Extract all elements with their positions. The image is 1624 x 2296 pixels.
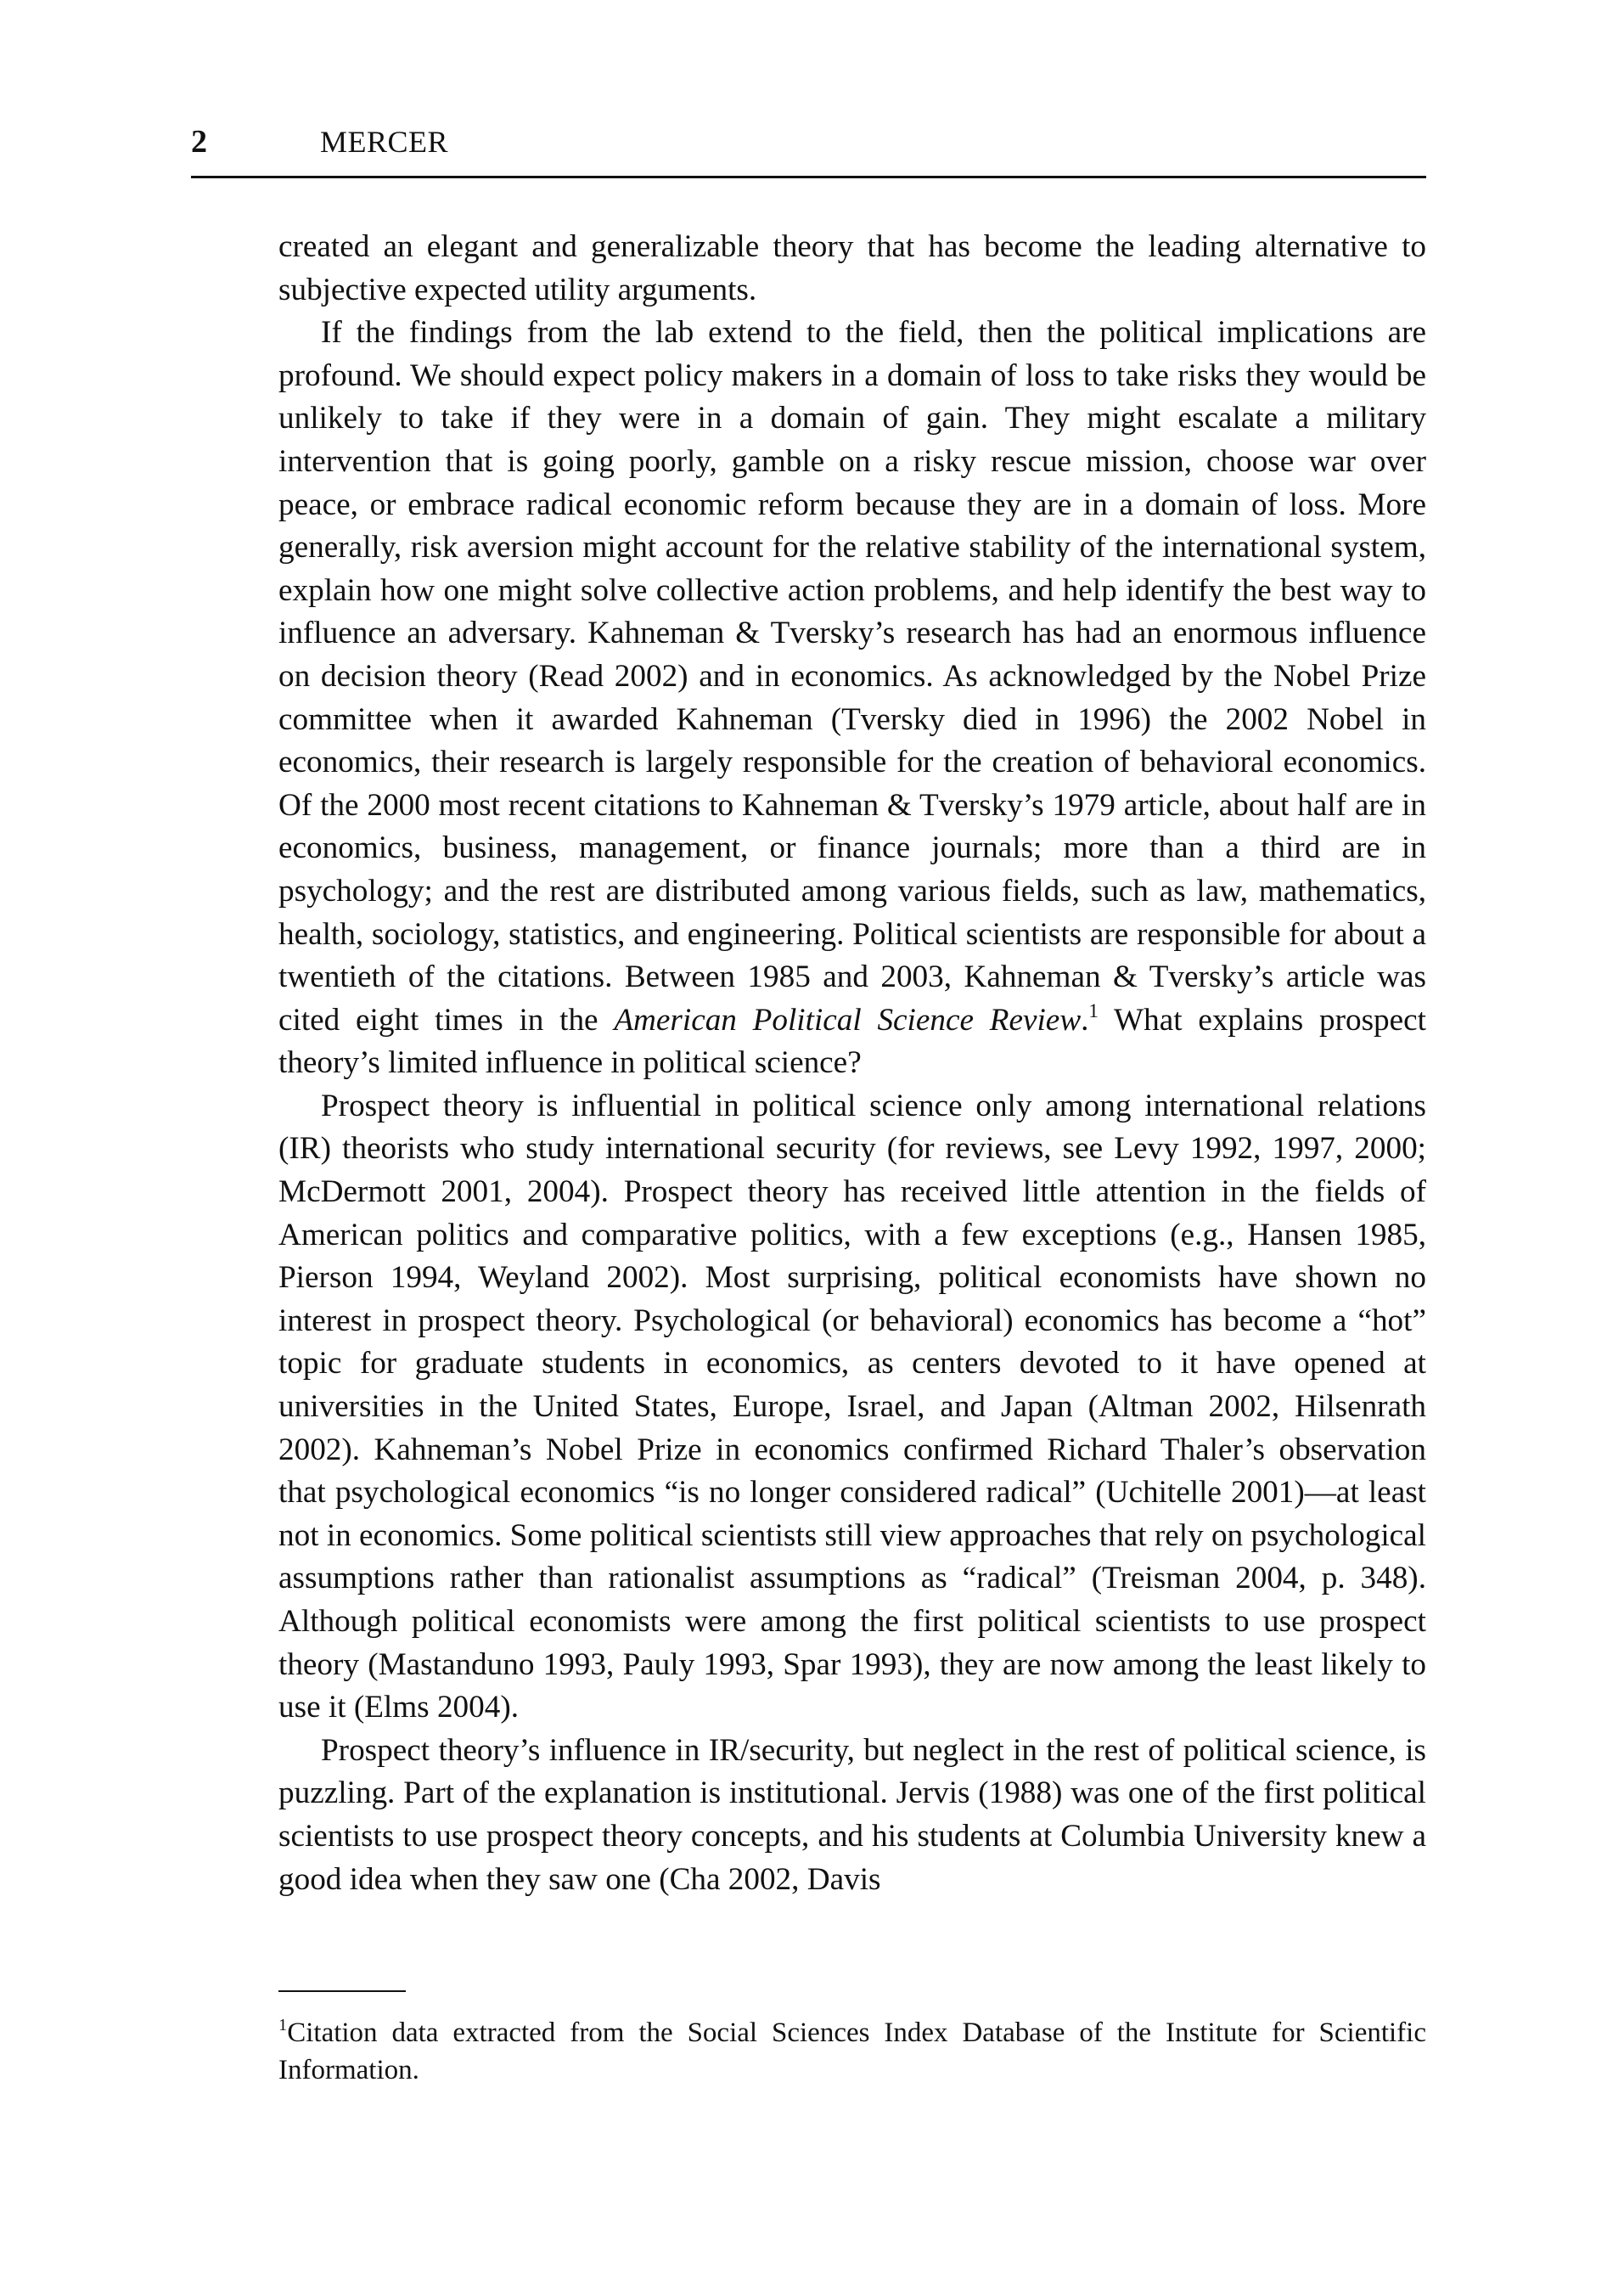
paragraph-3: Prospect theory is influential in political science only among international relations (IR) theorists who study international security (for reviews, see Levy 1992, 1997, 2000; McDermott 2001, 2004). Prospect theory has received little attention in the fields of American politics and comparative politics, with a few exceptions (e.g., Hansen 1985, Pierson 1994, Weyland 2002). Most surprising, political economists have shown no interest in prospect theory. Psychological (or behavioral) economics has become a “hot” topic for graduate students in economics, as centers devoted to it have opened at universities in the United States, Europe, Israel, and Japan (Altman 2002, Hilsenrath 2002). Kahneman’s Nobel Prize in economics confirmed Richard Thaler’s observation that psychological economics “is no longer considered radical” (Uchitelle 2001)—at least not in economics. Some political scientists still view approaches that rely on psychological assumptions rather than rationalist assumptions as “radical” (Treisman 2004, p. 348). Although political economists were among the first political scientists to use prospect theory (Mastanduno 1993, Pauly 1993, Spar 1993), they are now among the least likely to use it (Elms 2004).	[278, 1088, 1426, 1725]
footnote-number: 1	[278, 2015, 288, 2034]
footnote-text: Citation data extracted from the Social Sciences Index Database of the Institute for Scientific Information.	[278, 2017, 1426, 2085]
footnote-rule	[278, 1990, 406, 1992]
body-text	[278, 226, 1426, 1901]
page-number: 2	[191, 124, 207, 160]
paragraph-2-period: .	[1081, 1002, 1089, 1038]
paragraph-4: Prospect theory’s influence in IR/security, but neglect in the rest of political science, is puzzling. Part of the explanation is institutional. Jervis (1988) was one of the first political scientists to use prospect theory concepts, and his students at Columbia University knew a good idea when they saw one (Cha 2002, Davis	[278, 1732, 1426, 1897]
paragraph-2-end: What explains prospect theory’s limited influence in political science?	[278, 1002, 1426, 1081]
paragraph-2-text: If the findings from the lab extend to the field, then the political implications are profound. We should expect policy makers in a domain of loss to take risks they would be unlikely to take if they were in a domain of gain. They might escalate a military intervention that is going poorly, gamble on a risky rescue mission, choose war over peace, or embrace radical economic reform because they are in a domain of loss. More generally, risk aversion might account for the relative stability of the international system, explain how one might solve collective action problems, and help identify the best way to influence an adversary. Kahneman & Tversky’s research has had an enormous influence on decision theory (Read 2002) and in economics. As acknowledged by the Nobel Prize committee when it awarded Kahneman (Tversky died in 1996) the 2002 Nobel in economics, their research is largely responsible for the creation of behavioral economics. Of the 2000 most recent citations to Kahneman & Tversky’s 1979 article, about half are in economics, business, management, or finance journals; more than a third are in psychology; and the rest are distributed among various fields, such as law, mathematics, health, sociology, statistics, and engineering. Political scientists are responsible for about a twentieth of the citations. Between 1985 and 2003, Kahneman & Tversky’s article was cited eight times in the	[278, 315, 1426, 1038]
footnote-marker[interactable]: 1	[1088, 999, 1099, 1022]
running-head-author: MERCER	[320, 125, 449, 159]
running-head	[191, 121, 1426, 163]
header-rule	[191, 176, 1426, 178]
footnote-paragraph	[278, 2014, 1426, 2089]
journal-title-italic: American Political Science Review	[614, 1002, 1082, 1038]
paragraph-2	[278, 312, 1426, 1085]
paragraph-1: created an elegant and generalizable theory that has become the leading alternative to subjective expected utility arguments.	[278, 229, 1426, 307]
footnote	[278, 2014, 1426, 2089]
